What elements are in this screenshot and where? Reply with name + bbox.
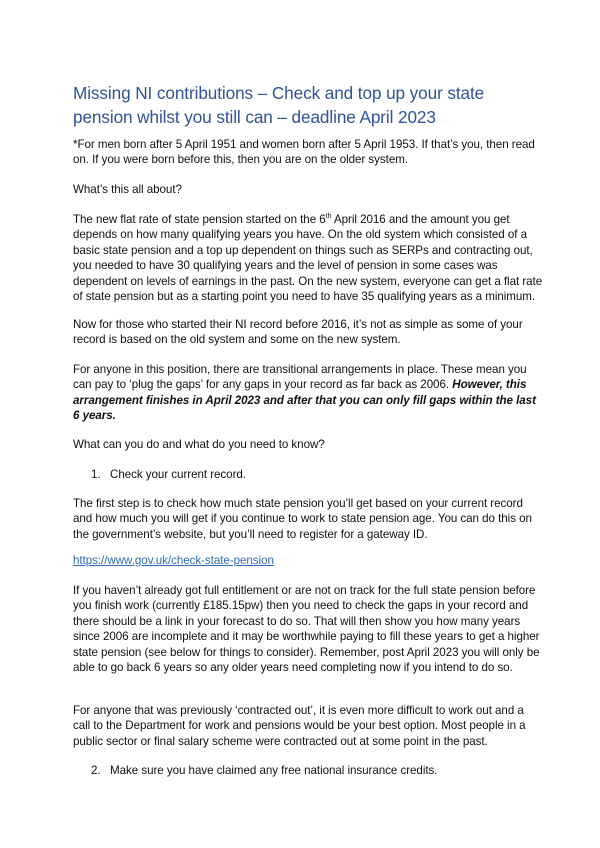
paragraph-contracted-out: For anyone that was previously ‘contracted out’, it is even more difficult to work out and a call to the Department for work and pensions would be your best option. Most people in a public sector or final salary scheme were contracted out at some point in the past. (73, 704, 526, 748)
paragraph-entitlement: If you haven’t already got full entitlement or are not on track for the full state pension before you finish work (currently £185.15pw) then you need to check the gaps in your record and there should be a link in your forecast to do so. That will then show you how many years since 2006 are incomplete and it may be worthwhile paying to fill these years to get a higher state pension (see below for things to consider). Remember, post April 2023 you will only be able to go back 6 years so any older years need completing now if you intend to do so. (73, 584, 540, 675)
question-heading-1: What’s this all about? (73, 183, 182, 196)
page-title: Missing NI contributions – Check and top up your state pension whilst you still can – deadline April 2023 (73, 83, 485, 127)
paragraph-old-new-system: Now for those who started their NI record before 2016, it’s not as simple as some of your record is based on the old system and some on the new system. (73, 318, 523, 347)
list-item-ni-credits: 2. Make sure you have claimed any free national insurance credits. (91, 764, 438, 777)
deadline-emphasis: However, this arrangement finishes in April 2023 and after that you can only fill gaps within the last 6 years. (73, 378, 536, 423)
check-state-pension-link[interactable]: https://www.gov.uk/check-state-pension (73, 554, 274, 567)
question-heading-2: What can you do and what do you need to know? (73, 438, 325, 451)
paragraph-first-step: The first step is to check how much state pension you’ll get based on your current record and how much you will get if you continue to work to state pension age. You can do this on the government’s website, but you’ll need to register for a gateway ID. (73, 497, 532, 541)
list-item-check-record: 1. Check your current record. (91, 468, 246, 481)
link-paragraph (73, 553, 543, 568)
paragraph-transitional: For anyone in this position, there are transitional arrangements in place. These mean you can pay to ‘plug the gaps’ for any gaps in your record as far back as 2006. However, this arrangement finishes in April 2023 and after that you can only fill gaps within the last 6 years. (73, 363, 536, 423)
intro-paragraph: *For men born after 5 April 1951 and women born after 5 April 1953. If that’s you, then read on. If you were born before this, then you are on the older system. (73, 138, 535, 167)
paragraph-flat-rate: The new flat rate of state pension started on the 6th April 2016 and the amount you get depends on how many qualifying years you have. On the old system which consisted of a basic state pension and a top up dependent on things such as SERPs and contracting out, you needed to have 30 qualifying years and the level of pension in some cases was dependent on levels of earnings in the past. On the new system, everyone can get a flat rate of state pension but as a starting point you need to have 35 qualifying years as a minimum. (73, 213, 543, 304)
